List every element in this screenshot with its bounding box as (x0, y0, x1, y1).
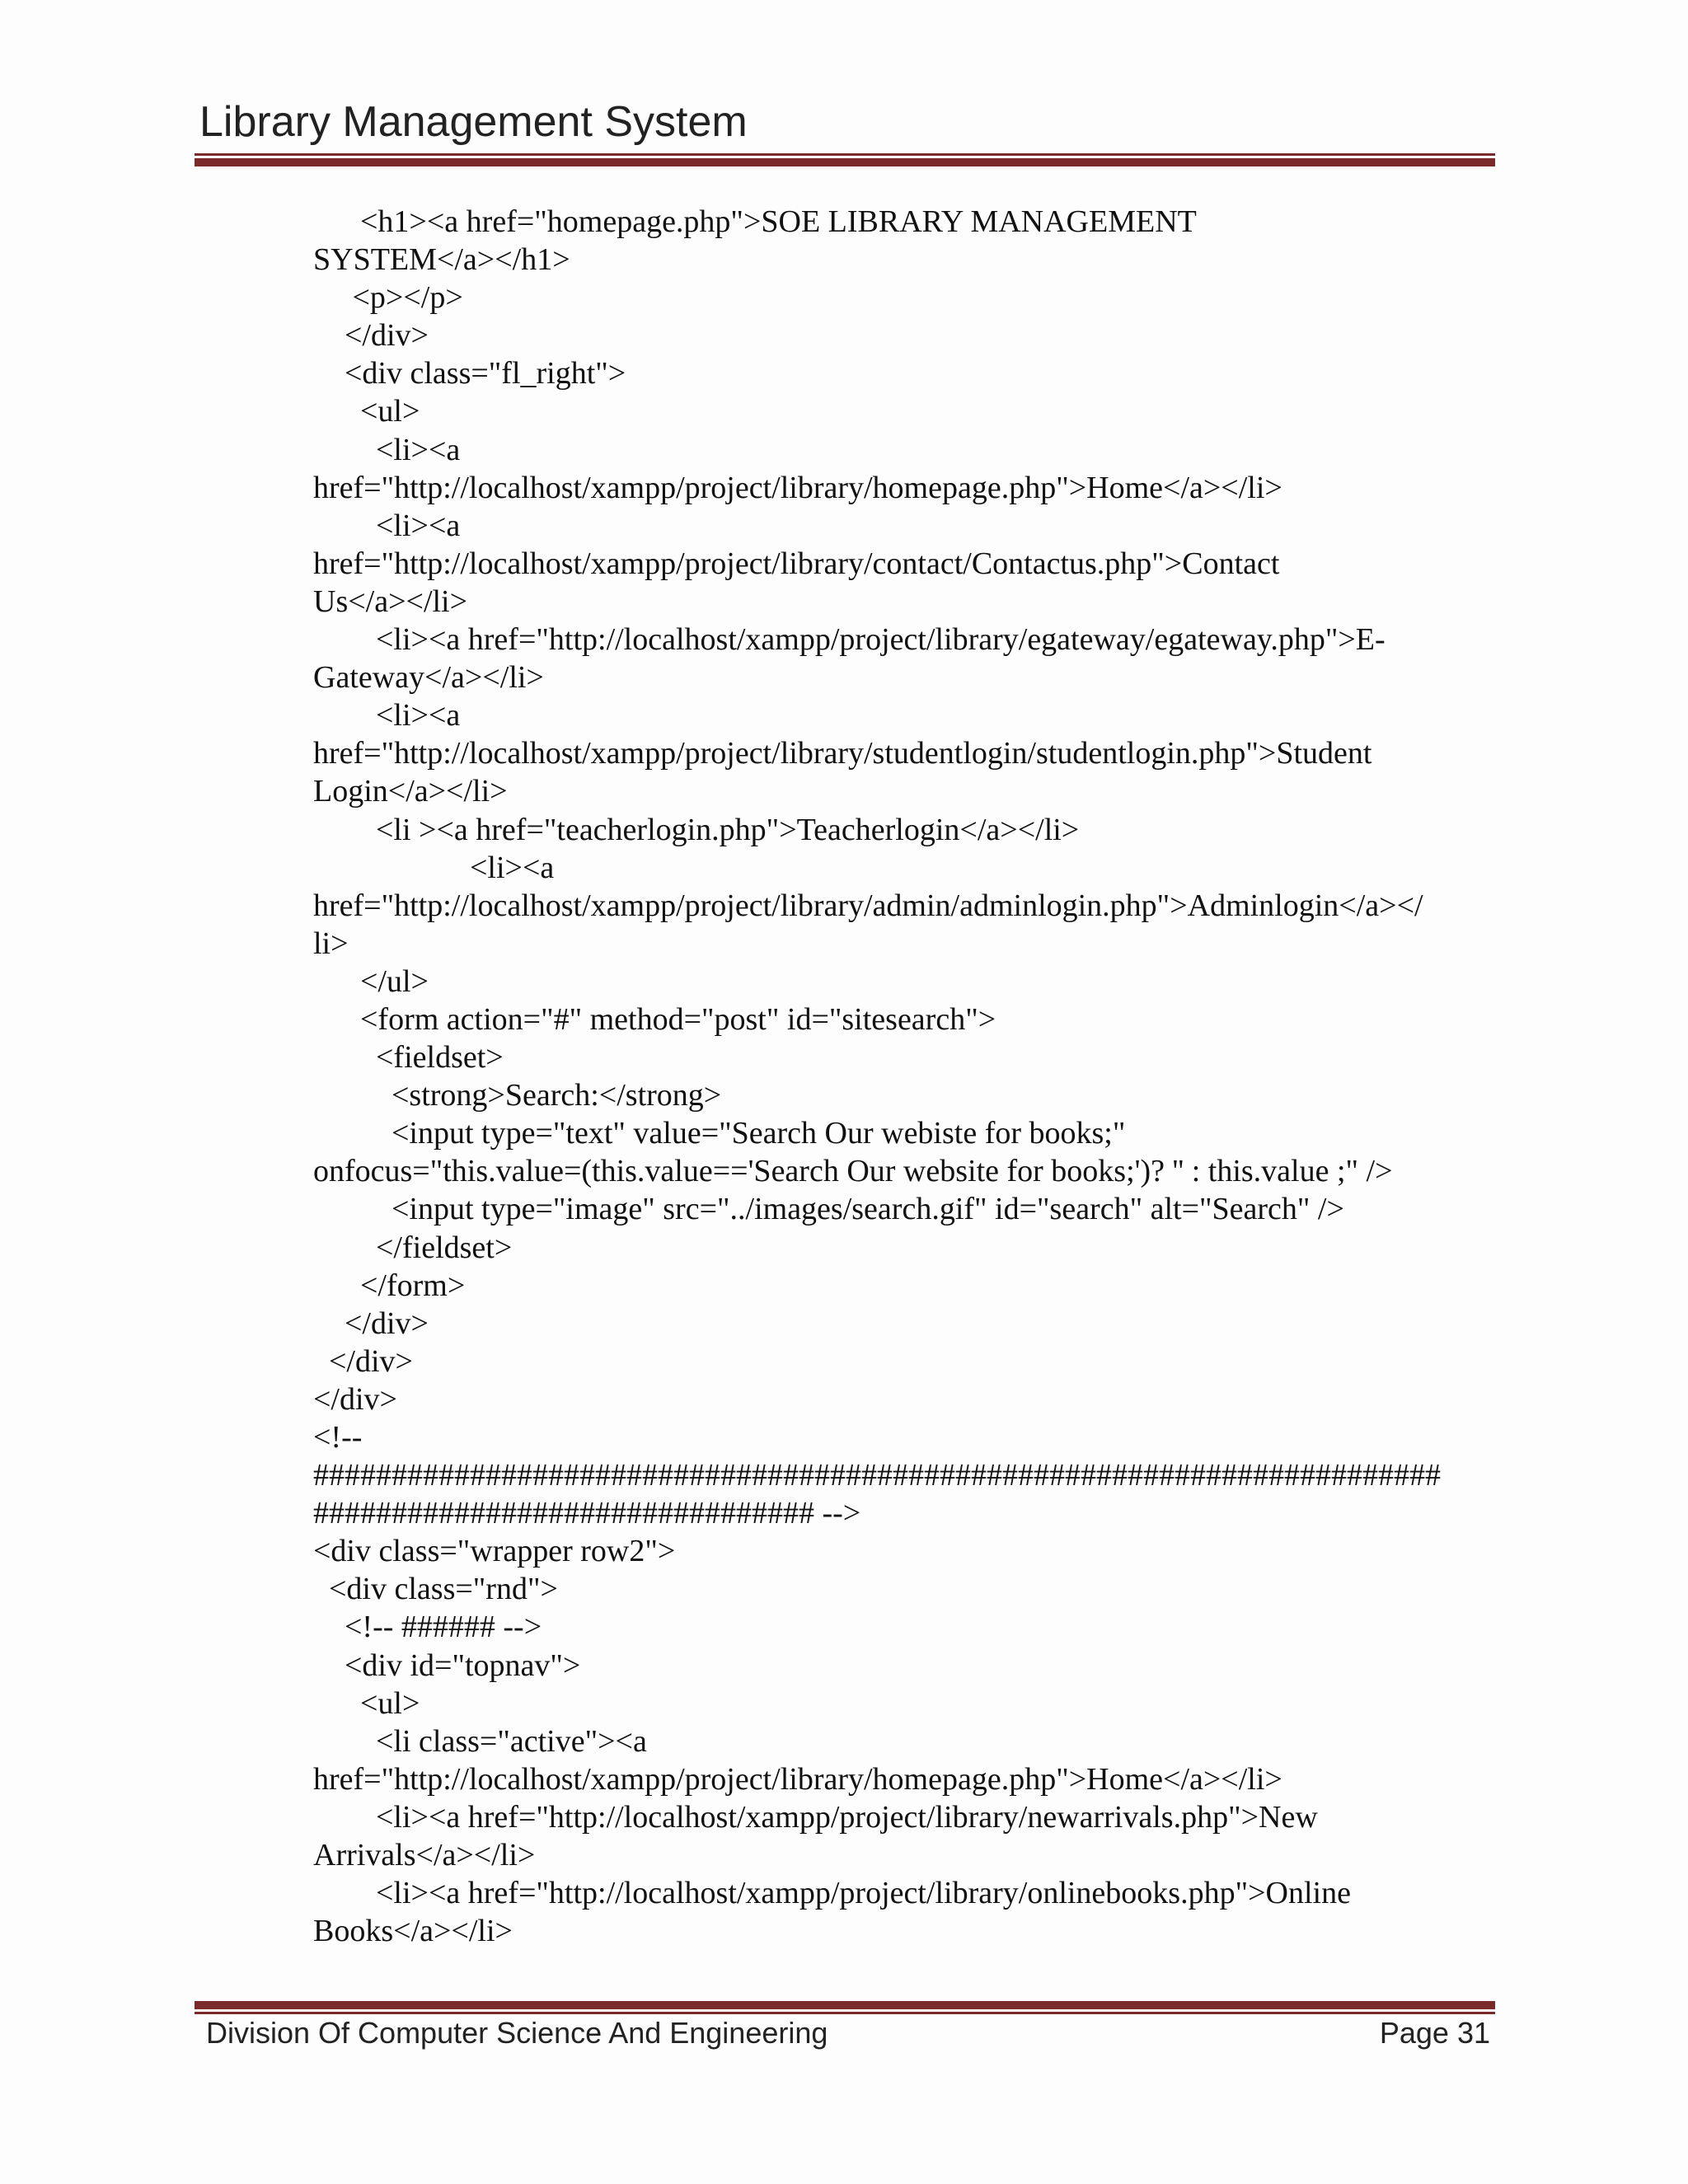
footer-page-number: Page 31 (1379, 2016, 1490, 2050)
code-line: Arrivals</a></li> (313, 1838, 536, 1873)
code-line: <form action="#" method="post" id="sitesearch"> (313, 1001, 996, 1037)
footer-rule-thin (195, 2012, 1495, 2014)
code-line: <ul> (313, 394, 420, 429)
code-line: </form> (313, 1268, 466, 1303)
code-line: ################################ --> (313, 1496, 861, 1531)
code-line: </div> (313, 1305, 429, 1341)
code-line: <input type="text" value="Search Our webiste for books;" (313, 1116, 1126, 1151)
footer-department: Division Of Computer Science And Engineering (206, 2016, 828, 2050)
code-line: Gateway</a></li> (313, 660, 544, 696)
code-line: <li><a href="http://localhost/xampp/project/library/newarrivals.php">New (313, 1799, 1318, 1835)
header-rule-thick (195, 158, 1495, 166)
header-rule-thin (195, 153, 1495, 156)
code-line: </div> (313, 318, 429, 354)
code-line: <ul> (313, 1685, 420, 1721)
code-listing (313, 203, 1492, 1950)
code-line: <p></p> (313, 280, 463, 316)
code-line: <div id="topnav"> (313, 1647, 581, 1683)
code-line: <li><a href="http://localhost/xampp/project/library/egateway/egateway.php">E- (313, 622, 1386, 658)
code-line: <li><a (313, 508, 461, 543)
code-line: <input type="image" src="../images/search.gif" id="search" alt="Search" /> (313, 1192, 1344, 1227)
code-line: href="http://localhost/xampp/project/library/homepage.php">Home</a></li> (313, 470, 1282, 505)
code-line: <h1><a href="homepage.php">SOE LIBRARY MANAGEMENT (313, 204, 1197, 239)
code-line: <div class="wrapper row2"> (313, 1534, 676, 1569)
code-line: <fieldset> (313, 1040, 504, 1076)
code-line: href="http://localhost/xampp/project/library/studentlogin/studentlogin.php">Student (313, 736, 1372, 771)
code-line: </fieldset> (313, 1230, 513, 1265)
code-line: <li><a (313, 698, 461, 733)
code-line: Books</a></li> (313, 1914, 513, 1949)
code-line: <li class="active"><a (313, 1723, 647, 1759)
code-line: href="http://localhost/xampp/project/library/contact/Contactus.php">Contact (313, 546, 1280, 581)
code-line: Login</a></li> (313, 774, 508, 809)
code-line: <div class="rnd"> (313, 1572, 558, 1607)
page-header-title: Library Management System (199, 98, 748, 146)
code-line: </div> (313, 1343, 413, 1379)
code-line: SYSTEM</a></h1> (313, 242, 570, 278)
footer-rule-thick (195, 2001, 1495, 2009)
code-line: Us</a></li> (313, 583, 468, 619)
code-line: li> (313, 926, 349, 961)
code-line: ######################################################################## (313, 1458, 1441, 1493)
code-line: <li><a (313, 850, 555, 885)
code-line: <li><a href="http://localhost/xampp/project/library/onlinebooks.php">Online (313, 1876, 1351, 1911)
code-line: </div> (313, 1381, 397, 1417)
code-line: href="http://localhost/xampp/project/library/homepage.php">Home</a></li> (313, 1761, 1282, 1797)
code-line: </ul> (313, 963, 429, 999)
code-line: onfocus="this.value=(this.value=='Search Our website for books;')? '' : this.value ;" /> (313, 1154, 1393, 1189)
code-line: <!-- ###### --> (313, 1610, 542, 1645)
code-line: <div class="fl_right"> (313, 356, 626, 391)
code-line: <!-- (313, 1420, 363, 1455)
code-line: <li ><a href="teacherlogin.php">Teacherlogin</a></li> (313, 812, 1080, 847)
code-line: <strong>Search:</strong> (313, 1078, 722, 1113)
code-line: href="http://localhost/xampp/project/library/admin/adminlogin.php">Adminlogin</a></ (313, 888, 1423, 923)
code-line: <li><a (313, 432, 461, 467)
